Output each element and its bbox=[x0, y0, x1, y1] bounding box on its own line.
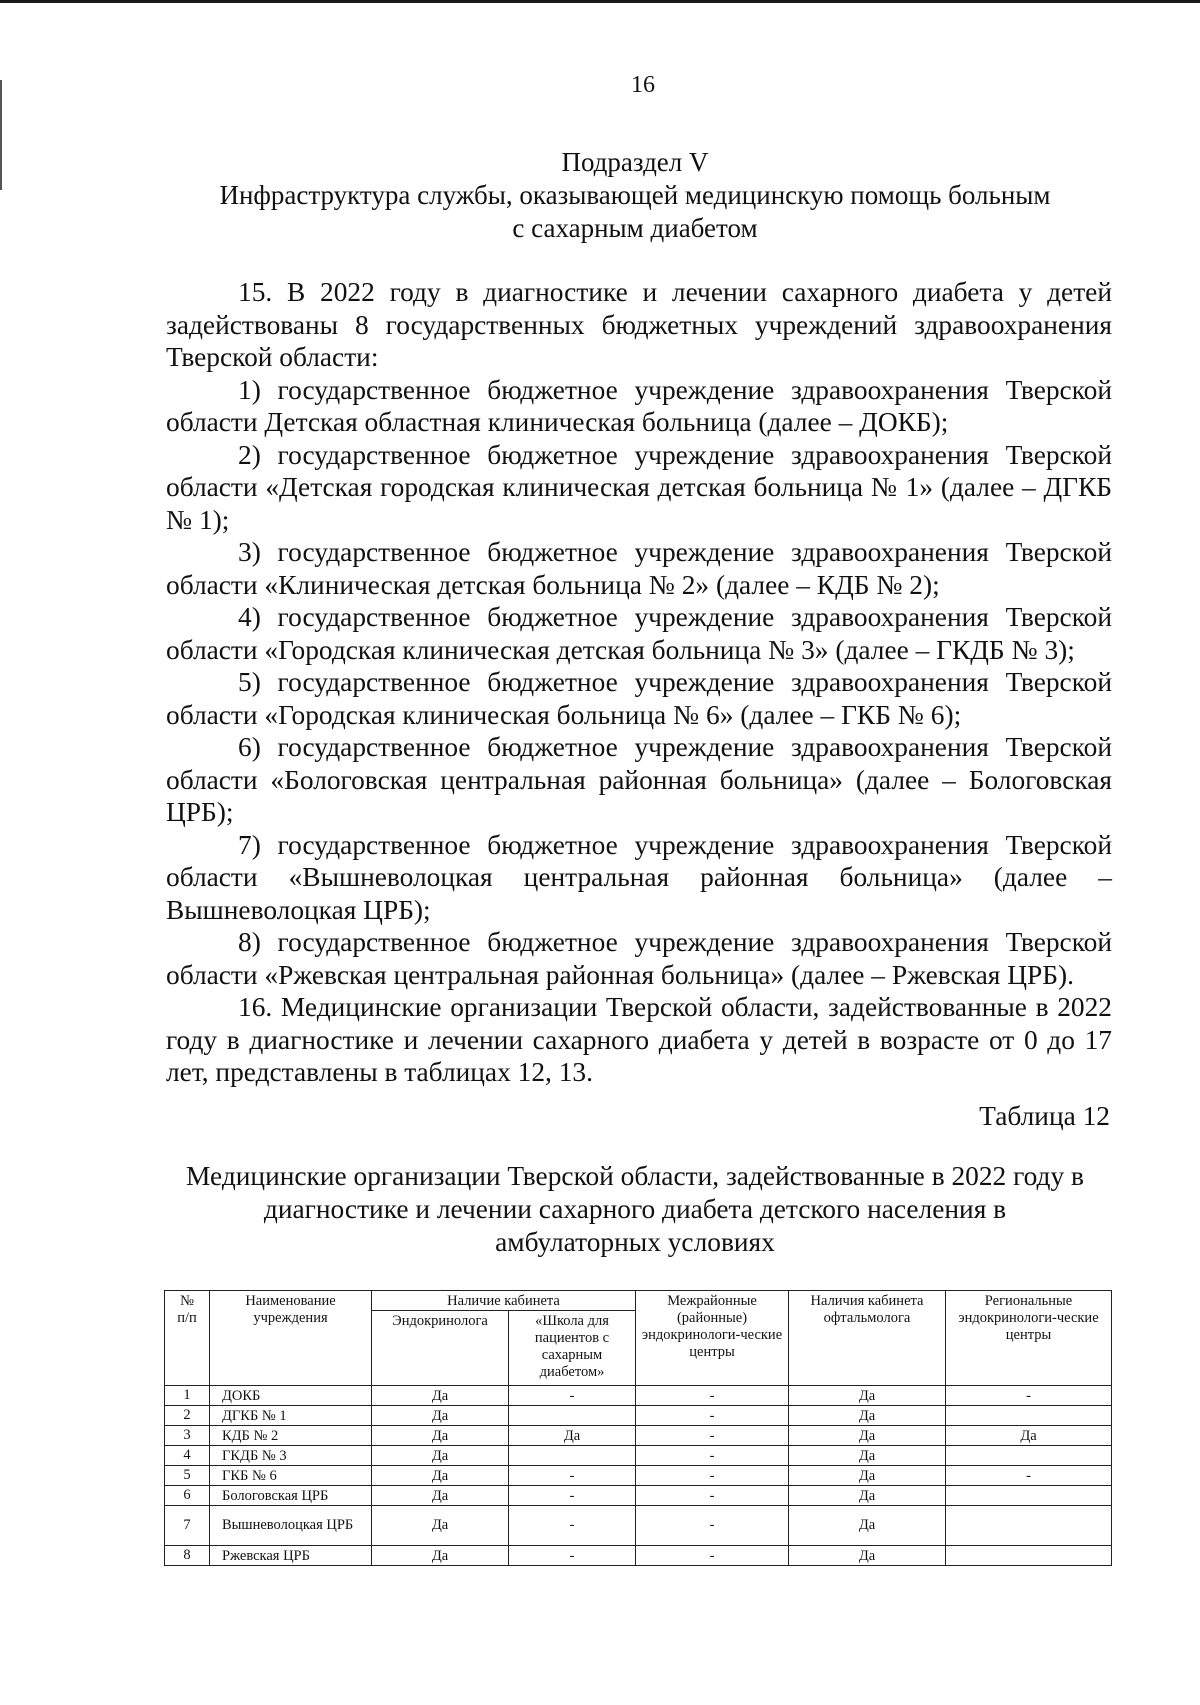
cell-school: - bbox=[509, 1386, 636, 1406]
cell-ophthalmologist: Да bbox=[789, 1506, 946, 1546]
heading-line-2: Инфраструктура службы, оказывающей медицинскую помощь больным bbox=[219, 180, 1051, 210]
cell-school: - bbox=[509, 1486, 636, 1506]
cell-regional: - bbox=[946, 1466, 1112, 1486]
header-interdistrict: Межрайонные (районные) эндокринологи-ческие центры bbox=[636, 1291, 789, 1386]
header-num: № п/п bbox=[165, 1291, 210, 1386]
list-item-3: 3) государственное бюджетное учреждение здравоохранения Тверской области «Клиническая детская больница № 2» (далее – КДБ № 2); bbox=[166, 537, 1112, 600]
list-item-6: 6) государственное бюджетное учреждение здравоохранения Тверской области «Бологовская центральная районная больница» (далее – Бологовская ЦРБ); bbox=[166, 732, 1112, 827]
cell-school bbox=[509, 1406, 636, 1426]
list-item-1: 1) государственное бюджетное учреждение здравоохранения Тверской области Детская областная клиническая больница (далее – ДОКБ); bbox=[166, 374, 1112, 437]
cell-num: 4 bbox=[165, 1446, 210, 1466]
cell-name: ДГКБ № 1 bbox=[210, 1406, 372, 1426]
table-row bbox=[165, 1406, 1112, 1426]
list-item-2: 2) государственное бюджетное учреждение здравоохранения Тверской области «Детская городская клиническая детская больница № 1» (далее – ДГКБ № 1); bbox=[166, 439, 1112, 535]
cell-ophthalmologist: Да bbox=[789, 1466, 946, 1486]
table-title-line-3: амбулаторных условиях bbox=[495, 1227, 775, 1257]
header-name: Наименование учреждения bbox=[210, 1291, 372, 1386]
cell-num: 3 bbox=[165, 1426, 210, 1446]
list-item-8: 8) государственное бюджетное учреждение здравоохранения Тверской области «Ржевская центральная районная больница» (далее – Ржевская ЦРБ). bbox=[166, 927, 1112, 990]
cell-ophthalmologist: Да bbox=[789, 1546, 946, 1566]
cell-interdistrict: - bbox=[636, 1426, 789, 1446]
cell-regional: - bbox=[946, 1386, 1112, 1406]
cell-name: КДБ № 2 bbox=[210, 1426, 372, 1446]
table-title-line-1: Медицинские организации Тверской области, задействованные в 2022 году в bbox=[186, 1161, 1084, 1191]
cell-school: Да bbox=[509, 1426, 636, 1446]
cell-interdistrict: - bbox=[636, 1546, 789, 1566]
cell-name: ДОКБ bbox=[210, 1386, 372, 1406]
cell-name: ГКБ № 6 bbox=[210, 1466, 372, 1486]
cell-regional bbox=[946, 1546, 1112, 1566]
cell-interdistrict: - bbox=[636, 1386, 789, 1406]
cell-school: - bbox=[509, 1466, 636, 1486]
cell-ophthalmologist: Да bbox=[789, 1386, 946, 1406]
cell-regional bbox=[946, 1446, 1112, 1466]
cell-interdistrict: - bbox=[636, 1486, 789, 1506]
table-title-line-2: диагностике и лечении сахарного диабета детского населения в bbox=[263, 1194, 1007, 1224]
table-row bbox=[165, 1506, 1112, 1546]
list-item-7: 7) государственное бюджетное учреждение здравоохранения Тверской области «Вышневолоцкая центральная районная больница» (далее – Вышневолоцкая ЦРБ); bbox=[166, 829, 1112, 925]
cell-endocrinologist: Да bbox=[372, 1446, 509, 1466]
header-endocrinologist: Эндокринолога bbox=[372, 1311, 509, 1386]
page-number: 16 bbox=[631, 72, 655, 98]
cell-regional bbox=[946, 1406, 1112, 1426]
table-row bbox=[165, 1466, 1112, 1486]
header-school: «Школа для пациентов с сахарным диабетом» bbox=[509, 1311, 636, 1386]
cell-interdistrict: - bbox=[636, 1506, 789, 1546]
header-cabinet-group: Наличие кабинета bbox=[372, 1291, 636, 1311]
cell-num: 1 bbox=[165, 1386, 210, 1406]
cell-regional bbox=[946, 1506, 1112, 1546]
cell-ophthalmologist: Да bbox=[789, 1426, 946, 1446]
table-label: Таблица 12 bbox=[979, 1101, 1110, 1131]
table-row bbox=[165, 1446, 1112, 1466]
table-row bbox=[165, 1486, 1112, 1506]
scan-edge-top bbox=[0, 0, 1200, 3]
section-heading bbox=[160, 146, 1110, 245]
cell-name: Бологовская ЦРБ bbox=[210, 1486, 372, 1506]
cell-school bbox=[509, 1446, 636, 1466]
cell-name: ГКДБ № 3 bbox=[210, 1446, 372, 1466]
cell-name: Ржевская ЦРБ bbox=[210, 1546, 372, 1566]
cell-interdistrict: - bbox=[636, 1406, 789, 1426]
header-regional: Региональные эндокринологи-ческие центры bbox=[946, 1291, 1112, 1386]
cell-endocrinologist: Да bbox=[372, 1506, 509, 1546]
cell-interdistrict: - bbox=[636, 1446, 789, 1466]
cell-ophthalmologist: Да bbox=[789, 1446, 946, 1466]
cell-num: 2 bbox=[165, 1406, 210, 1426]
cell-endocrinologist: Да bbox=[372, 1546, 509, 1566]
cell-regional bbox=[946, 1486, 1112, 1506]
cell-interdistrict: - bbox=[636, 1466, 789, 1486]
heading-line-3: с сахарным диабетом bbox=[512, 213, 758, 243]
cell-endocrinologist: Да bbox=[372, 1486, 509, 1506]
table-header-row bbox=[165, 1291, 1112, 1311]
list-item-4: 4) государственное бюджетное учреждение здравоохранения Тверской области «Городская клиническая детская больница № 3» (далее – ГКДБ № 3); bbox=[166, 602, 1112, 665]
cell-ophthalmologist: Да bbox=[789, 1486, 946, 1506]
table-row bbox=[165, 1546, 1112, 1566]
paragraph-15: 15. В 2022 году в диагностике и лечении сахарного диабета у детей задействованы 8 государственных бюджетных учреждений здравоохранения Тверской области: bbox=[166, 277, 1112, 372]
table-row bbox=[165, 1426, 1112, 1446]
paragraph-16: 16. Медицинские организации Тверской области, задействованные в 2022 году в диагностике и лечении сахарного диабета у детей в возрасте от 0 до 17 лет, представлены в таблицах 12, 13. bbox=[166, 992, 1112, 1087]
table-title bbox=[160, 1160, 1110, 1259]
heading-line-1: Подраздел V bbox=[561, 147, 709, 177]
organizations-table bbox=[164, 1290, 1112, 1566]
cell-school: - bbox=[509, 1506, 636, 1546]
cell-num: 7 bbox=[165, 1506, 210, 1546]
list-item-5: 5) государственное бюджетное учреждение здравоохранения Тверской области «Городская клиническая больница № 6» (далее – ГКБ № 6); bbox=[166, 667, 1112, 730]
cell-endocrinologist: Да bbox=[372, 1406, 509, 1426]
cell-name: Вышневолоцкая ЦРБ bbox=[210, 1506, 372, 1546]
cell-num: 6 bbox=[165, 1486, 210, 1506]
cell-endocrinologist: Да bbox=[372, 1426, 509, 1446]
cell-ophthalmologist: Да bbox=[789, 1406, 946, 1426]
cell-regional: Да bbox=[946, 1426, 1112, 1446]
cell-num: 5 bbox=[165, 1466, 210, 1486]
cell-endocrinologist: Да bbox=[372, 1386, 509, 1406]
cell-endocrinologist: Да bbox=[372, 1466, 509, 1486]
cell-school: - bbox=[509, 1546, 636, 1566]
cell-num: 8 bbox=[165, 1546, 210, 1566]
header-ophthalmologist: Наличия кабинета офтальмолога bbox=[789, 1291, 946, 1386]
table-row bbox=[165, 1386, 1112, 1406]
body-text bbox=[166, 276, 1112, 1089]
